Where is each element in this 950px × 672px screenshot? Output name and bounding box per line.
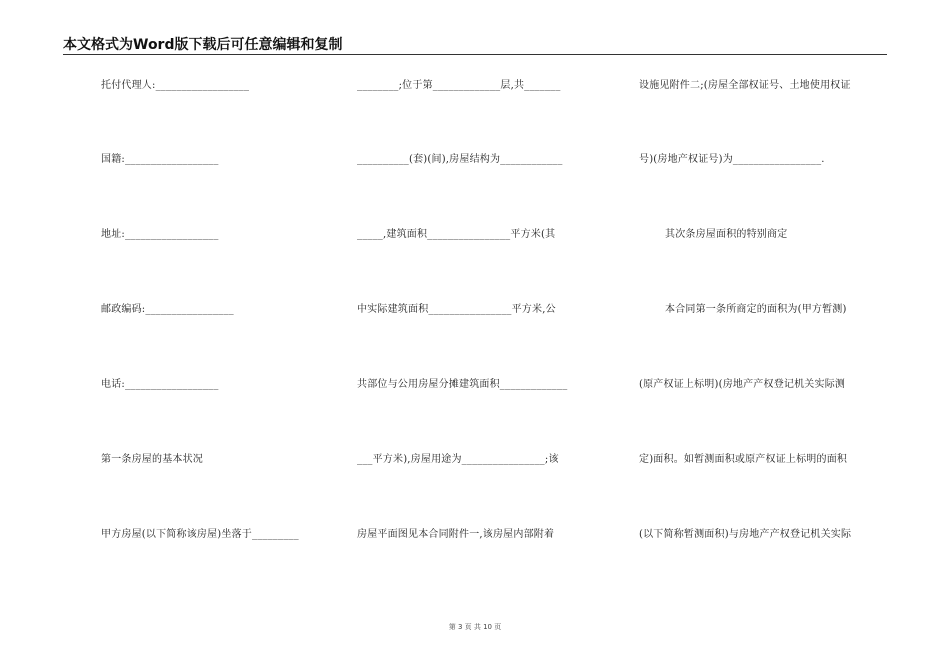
line-building-area: _____,建筑面积________________平方米(其 — [357, 229, 556, 240]
line-shared-area: 共部位与公用房屋分摊建筑面积_____________ — [357, 379, 568, 390]
line-property-location: 甲方房屋(以下简称该房屋)坐落于_________ — [101, 529, 299, 540]
line-floor-plan: 房屋平面图见本合同附件一,该房屋内部附着 — [357, 529, 555, 540]
line-structure: __________(套)(间),房屋结构为____________ — [357, 154, 563, 165]
line-original-certificate: (原产权证上标明)(房地产产权登记机关实际测 — [639, 379, 846, 390]
header-divider — [63, 54, 887, 55]
line-phone: 电话:__________________ — [101, 379, 219, 390]
line-nationality: 国籍:__________________ — [101, 154, 219, 165]
line-postal-code: 邮政编码:_________________ — [101, 304, 234, 315]
line-area-agreement: 本合同第一条所商定的面积为(甲方暂测) — [665, 304, 847, 315]
document-header-title: 本文格式为Word版下载后可任意编辑和复制 — [63, 37, 343, 53]
line-agent: 托付代理人:__________________ — [101, 80, 250, 91]
line-provisional-area: (以下简称暂测面积)与房地产产权登记机关实际 — [639, 529, 852, 540]
line-certificate-number: 号)(房地产权证号)为_________________. — [639, 154, 825, 165]
line-article-two-heading: 其次条房屋面积的特别商定 — [665, 229, 788, 240]
line-article-one-heading: 第一条房屋的基本状况 — [101, 454, 203, 465]
line-usage: ___平方米),房屋用途为________________;该 — [357, 454, 559, 465]
line-measured-area: 定)面积。如暂测面积或原产权证上标明的面积 — [639, 454, 848, 465]
line-address: 地址:__________________ — [101, 229, 219, 240]
line-actual-area: 中实际建筑面积________________平方米,公 — [357, 304, 556, 315]
page-number: 第 3 页 共 10 页 — [448, 623, 502, 631]
line-floor: ________;位于第_____________层,共_______ — [357, 80, 561, 91]
line-facilities: 设施见附件二;(房屋全部权证号、土地使用权证 — [639, 80, 851, 91]
